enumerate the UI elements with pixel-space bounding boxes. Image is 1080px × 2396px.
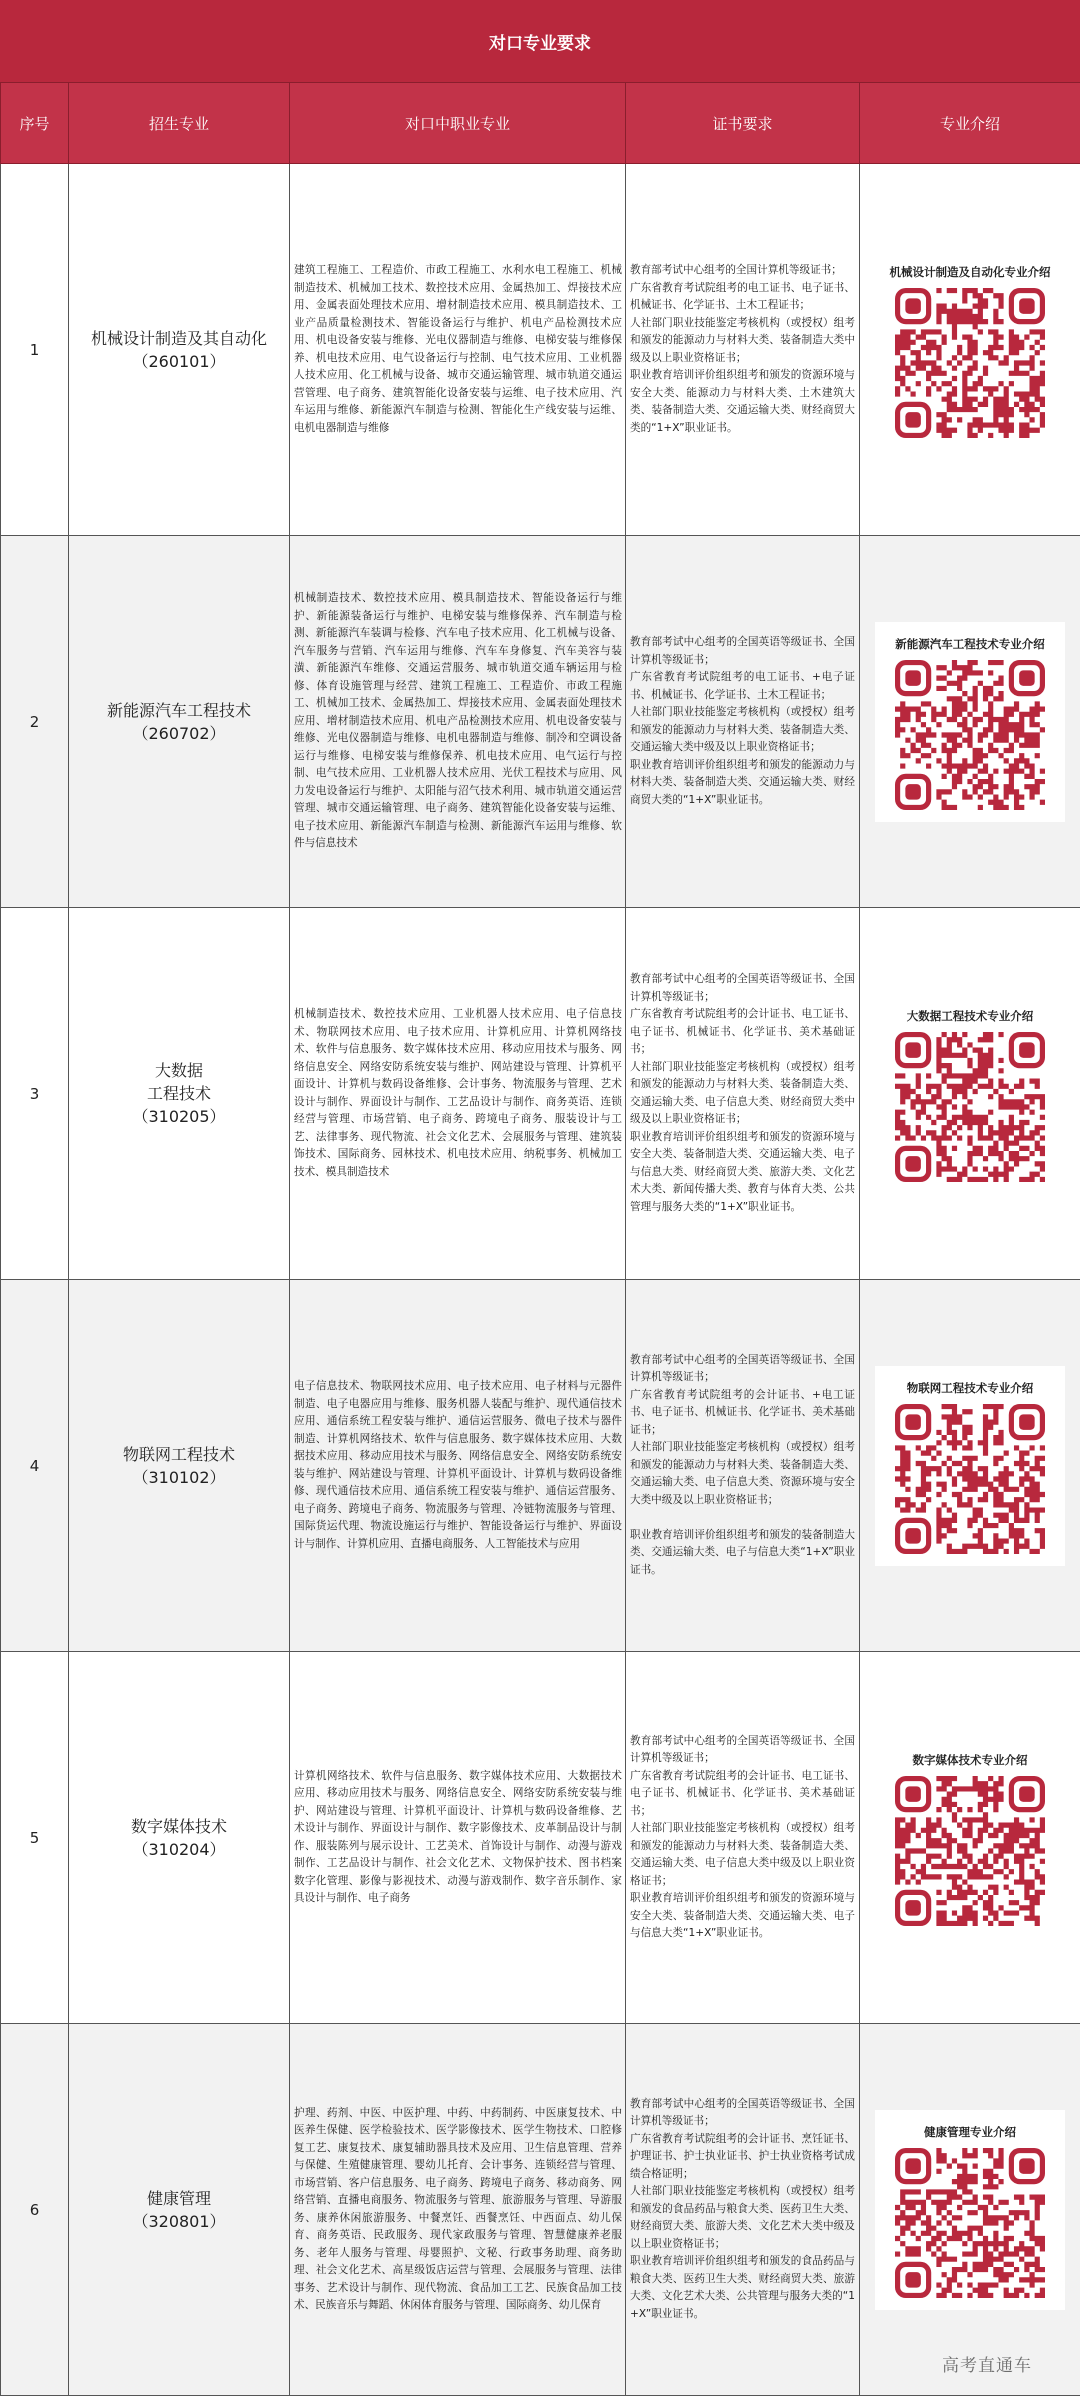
qr-code-icon[interactable] — [895, 1032, 1045, 1182]
major-name: 数字媒体技术 — [75, 1815, 283, 1838]
matching-fields: 机械制造技术、数控技术应用、工业机器人技术应用、电子信息技术、物联网技术应用、电子技术应用、计算机应用、计算机网络技术、软件与信息服务、数字媒体技术应用、移动应用技术与服务、网络信息安全、网络安防系统安装与维护、网站建设与管理、计算机平面设计、计算机与数码设备维修、会计事务、物流服务与管理、艺术设计与制作、界面设计与制作、工艺品设计与制作、商务英语、连锁经营与管理、市场营销、电子商务、跨境电子商务、服装设计与工艺、法律事务、现代物流、社会文化艺术、会展服务与管理、建筑装饰技术、国际商务、园林技术、机电技术应用、纳税事务、机械加工技术、模具制造技术 — [290, 908, 626, 1280]
table-row — [1, 1280, 1080, 1652]
intro-cell — [860, 2024, 1080, 2396]
certificate-requirements: 教育部考试中心组考的全国计算机等级证书； 广东省教育考试院组考的电工证书、电子证书、机械证书、化学证书、土木工程证书； 人社部门职业技能鉴定考核机构（或授权）组考和颁发的能源动力与材料大类、装备制造大类中级及以上职业资格证书； 职业教育培训评价组织组考和颁发的资源环境与安全大类、能源动力与材料大类、土木建筑大类、装备制造大类、交通运输大类、财经商贸大类的“1+X”职业证书。 — [626, 164, 860, 536]
intro-title: 大数据工程技术专业介绍 — [907, 1008, 1034, 1024]
qr-code-icon[interactable] — [895, 2148, 1045, 2298]
col-header-major: 招生专业 — [69, 83, 290, 164]
intro-title: 数字媒体技术专业介绍 — [913, 1752, 1028, 1768]
major-cell — [69, 536, 290, 908]
major-code: （310205） — [75, 1105, 283, 1128]
major-name: 新能源汽车工程技术 — [75, 699, 283, 722]
certificate-requirements: 教育部考试中心组考的全国英语等级证书、全国计算机等级证书； 广东省教育考试院组考的会计证书、+电工证书、电子证书、机械证书、化学证书、美术基础证书； 人社部门职业技能鉴定考核机构（或授权）组考和颁发的能源动力与材料大类、装备制造大类、交通运输大类、电子信息大类、资源环境与安全大类中级及以上职业资格证书； 职业教育培训评价组织组考和颁发的装备制造大类、交通运输大类、电子与信息大类“1+X”职业证书。 — [626, 1280, 860, 1652]
major-code: （310102） — [75, 1466, 283, 1489]
major-code: （310204） — [75, 1838, 283, 1861]
intro-title: 新能源汽车工程技术专业介绍 — [895, 636, 1045, 652]
intro-card[interactable] — [875, 1738, 1065, 1938]
major-cell — [69, 908, 290, 1280]
intro-cell — [860, 1280, 1080, 1652]
col-header-intro: 专业介绍 — [860, 83, 1080, 164]
intro-card[interactable] — [875, 250, 1065, 450]
matching-fields: 护理、药剂、中医、中医护理、中药、中药制药、中医康复技术、中医养生保健、医学检验技术、医学影像技术、医学生物技术、口腔修复工艺、康复技术、康复辅助器具技术及应用、卫生信息管理、营养与保健、生殖健康管理、婴幼儿托育、会计事务、连锁经营与管理、市场营销、客户信息服务、电子商务、跨境电子商务、移动商务、网络营销、直播电商服务、物流服务与管理、旅游服务与管理、导游服务、康养休闲旅游服务、中餐烹饪、西餐烹饪、中西面点、幼儿保育、商务英语、民政服务、现代家政服务与管理、智慧健康养老服务、老年人服务与管理、母婴照护、文秘、行政事务助理、商务助理、社会文化艺术、高星级饭店运营与管理、会展服务与管理、法律事务、艺术设计与制作、现代物流、食品加工工艺、民族食品加工技术、民族音乐与舞蹈、休闲体育服务与管理、国际商务、幼儿保育 — [290, 2024, 626, 2396]
table-body — [1, 164, 1080, 2396]
major-name: 健康管理 — [75, 2187, 283, 2210]
table-row — [1, 2024, 1080, 2396]
intro-card[interactable] — [875, 1366, 1065, 1566]
major-name: 物联网工程技术 — [75, 1443, 283, 1466]
table-row — [1, 164, 1080, 536]
row-index: 1 — [1, 164, 69, 536]
intro-title: 物联网工程技术专业介绍 — [907, 1380, 1034, 1396]
major-name: 机械设计制造及其自动化 — [75, 327, 283, 350]
matching-fields: 电子信息技术、物联网技术应用、电子技术应用、电子材料与元器件制造、电子电器应用与维修、服务机器人装配与维护、现代通信技术应用、通信系统工程安装与维护、通信运营服务、微电子技术与器件制造、计算机网络技术、软件与信息服务、数字媒体技术应用、大数据技术应用、移动应用技术与服务、网络信息安全、网络安防系统安装与维护、网站建设与管理、计算机平面设计、计算机与数码设备维修、现代通信技术应用、通信系统工程安装与维护、通信运营服务、电子商务、跨境电子商务、物流服务与管理、冷链物流服务与管理、国际货运代理、物流设施运行与维护、智能设备运行与维护、界面设计与制作、计算机应用、直播电商服务、人工智能技术与应用 — [290, 1280, 626, 1652]
qr-code-icon[interactable] — [895, 660, 1045, 810]
header-row — [1, 83, 1080, 164]
matching-fields: 计算机网络技术、软件与信息服务、数字媒体技术应用、大数据技术应用、移动应用技术与服务、网络信息安全、网络安防系统安装与维护、网站建设与管理、计算机平面设计、计算机与数码设备维修、艺术设计与制作、界面设计与制作、数字影像技术、皮革制品设计与制作、服装陈列与展示设计、工艺美术、首饰设计与制作、动漫与游戏制作、工艺品设计与制作、社会文化艺术、文物保护技术、图书档案数字化管理、影像与影视技术、动漫与游戏制作、数字音乐制作、家具设计与制作、电子商务 — [290, 1652, 626, 2024]
col-header-certs: 证书要求 — [626, 83, 860, 164]
major-code: （320801） — [75, 2210, 283, 2233]
intro-title: 健康管理专业介绍 — [924, 2124, 1016, 2140]
row-index: 4 — [1, 1280, 69, 1652]
major-cell — [69, 1652, 290, 2024]
intro-cell — [860, 164, 1080, 536]
table-row — [1, 1652, 1080, 2024]
intro-cell — [860, 536, 1080, 908]
major-code: （260101） — [75, 350, 283, 373]
matching-fields: 建筑工程施工、工程造价、市政工程施工、水利水电工程施工、机械制造技术、机械加工技术、数控技术应用、金属热加工、焊接技术应用、金属表面处理技术应用、增材制造技术应用、模具制造技术、工业产品质量检测技术、智能设备运行与维护、机电产品检测技术应用、机电设备安装与维修、光电仪器制造与维修、电梯安装与维修保养、机电技术应用、电气设备运行与控制、电气技术应用、工业机器人技术应用、化工机械与设备、城市交通运输管理、城市轨道交通运营管理、电子商务、建筑智能化设备安装与运维、电子技术应用、汽车运用与维修、新能源汽车制造与检测、智能化生产线安装与运维、电机电器制造与维修 — [290, 164, 626, 536]
row-index: 6 — [1, 2024, 69, 2396]
table-title: 对口专业要求 — [0, 0, 1080, 82]
major-code: （260702） — [75, 722, 283, 745]
intro-card[interactable] — [875, 2110, 1065, 2310]
intro-card[interactable] — [875, 994, 1065, 1194]
col-header-index: 序号 — [1, 83, 69, 164]
major-cell — [69, 164, 290, 536]
certificate-requirements: 教育部考试中心组考的全国英语等级证书、全国计算机等级证书； 广东省教育考试院组考的会计证书、烹饪证书、护理证书、护士执业证书、护士执业资格考试成绩合格证明； 人社部门职业技能鉴定考核机构（或授权）组考和颁发的食品药品与粮食大类、医药卫生大类、财经商贸大类、旅游大类、文化艺术大类中级及以上职业资格证书； 职业教育培训评价组织组考和颁发的食品药品与粮食大类、医药卫生大类、财经商贸大类、旅游大类、文化艺术大类、公共管理与服务大类的“1+X”职业证书。 — [626, 2024, 860, 2396]
intro-card[interactable] — [875, 622, 1065, 822]
matching-fields: 机械制造技术、数控技术应用、模具制造技术、智能设备运行与维护、新能源装备运行与维护、电梯安装与维修保养、汽车制造与检测、新能源汽车装调与检修、汽车电子技术应用、化工机械与设备、汽车服务与营销、汽车运用与维修、汽车车身修复、汽车美容与装潢、新能源汽车维修、交通运营服务、城市轨道交通车辆运用与检修、体育设施管理与经营、建筑工程施工、工程造价、市政工程施工、机械加工技术、金属热加工、焊接技术应用、金属表面处理技术应用、增材制造技术应用、机电产品检测技术应用、机电设备安装与维修、光电仪器制造与维修、电机电器制造与维修、制冷和空调设备运行与维修、电梯安装与维修保养、机电技术应用、电气运行与控制、电气技术应用、工业机器人技术应用、光伏工程技术与应用、风力发电设备运行与维护、太阳能与沼气技术利用、城市轨道交通运营管理、城市交通运输管理、电子商务、建筑智能化设备安装与运维、电子技术应用、新能源汽车制造与检测、新能源汽车运用与维修、软件与信息技术 — [290, 536, 626, 908]
intro-title: 机械设计制造及自动化专业介绍 — [890, 264, 1051, 280]
major-cell — [69, 2024, 290, 2396]
qr-code-icon[interactable] — [895, 1404, 1045, 1554]
row-index: 2 — [1, 536, 69, 908]
table-row — [1, 536, 1080, 908]
intro-cell — [860, 908, 1080, 1280]
certificate-requirements: 教育部考试中心组考的全国英语等级证书、全国计算机等级证书； 广东省教育考试院组考的会计证书、电工证书、电子证书、机械证书、化学证书、美术基础证书； 人社部门职业技能鉴定考核机构（或授权）组考和颁发的能源动力与材料大类、装备制造大类、交通运输大类、电子信息大类中级及以上职业资格证书； 职业教育培训评价组织组考和颁发的资源环境与安全大类、装备制造大类、交通运输大类、电子与信息大类“1+X”职业证书。 — [626, 1652, 860, 2024]
col-header-fields: 对口中职业专业 — [290, 83, 626, 164]
major-cell — [69, 1280, 290, 1652]
qr-code-icon[interactable] — [895, 288, 1045, 438]
requirements-table — [0, 82, 1080, 2396]
row-index: 5 — [1, 1652, 69, 2024]
major-name: 大数据 工程技术 — [75, 1059, 283, 1105]
intro-cell — [860, 1652, 1080, 2024]
qr-code-icon[interactable] — [895, 1776, 1045, 1926]
certificate-requirements: 教育部考试中心组考的全国英语等级证书、全国计算机等级证书； 广东省教育考试院组考的电工证书、+电子证书、机械证书、化学证书、土木工程证书； 人社部门职业技能鉴定考核机构（或授权）组考和颁发的能源动力与材料大类、装备制造大类、交通运输大类中级及以上职业资格证书； 职业教育培训评价组织组考和颁发的能源动力与材料大类、装备制造大类、交通运输大类、财经商贸大类的“1+X”职业证书。 — [626, 536, 860, 908]
watermark-text: 高考直通车 — [942, 2351, 1032, 2376]
table-row — [1, 908, 1080, 1280]
row-index: 3 — [1, 908, 69, 1280]
certificate-requirements: 教育部考试中心组考的全国英语等级证书、全国计算机等级证书； 广东省教育考试院组考的会计证书、电工证书、电子证书、机械证书、化学证书、美术基础证书； 人社部门职业技能鉴定考核机构（或授权）组考和颁发的能源动力与材料大类、装备制造大类、交通运输大类、电子信息大类、财经商贸大类中级及以上职业资格证书； 职业教育培训评价组织组考和颁发的资源环境与安全大类、装备制造大类、交通运输大类、电子与信息大类、财经商贸大类、旅游大类、文化艺术大类、新闻传播大类、教育与体育大类、公共管理与服务大类的“1+X”职业证书。 — [626, 908, 860, 1280]
